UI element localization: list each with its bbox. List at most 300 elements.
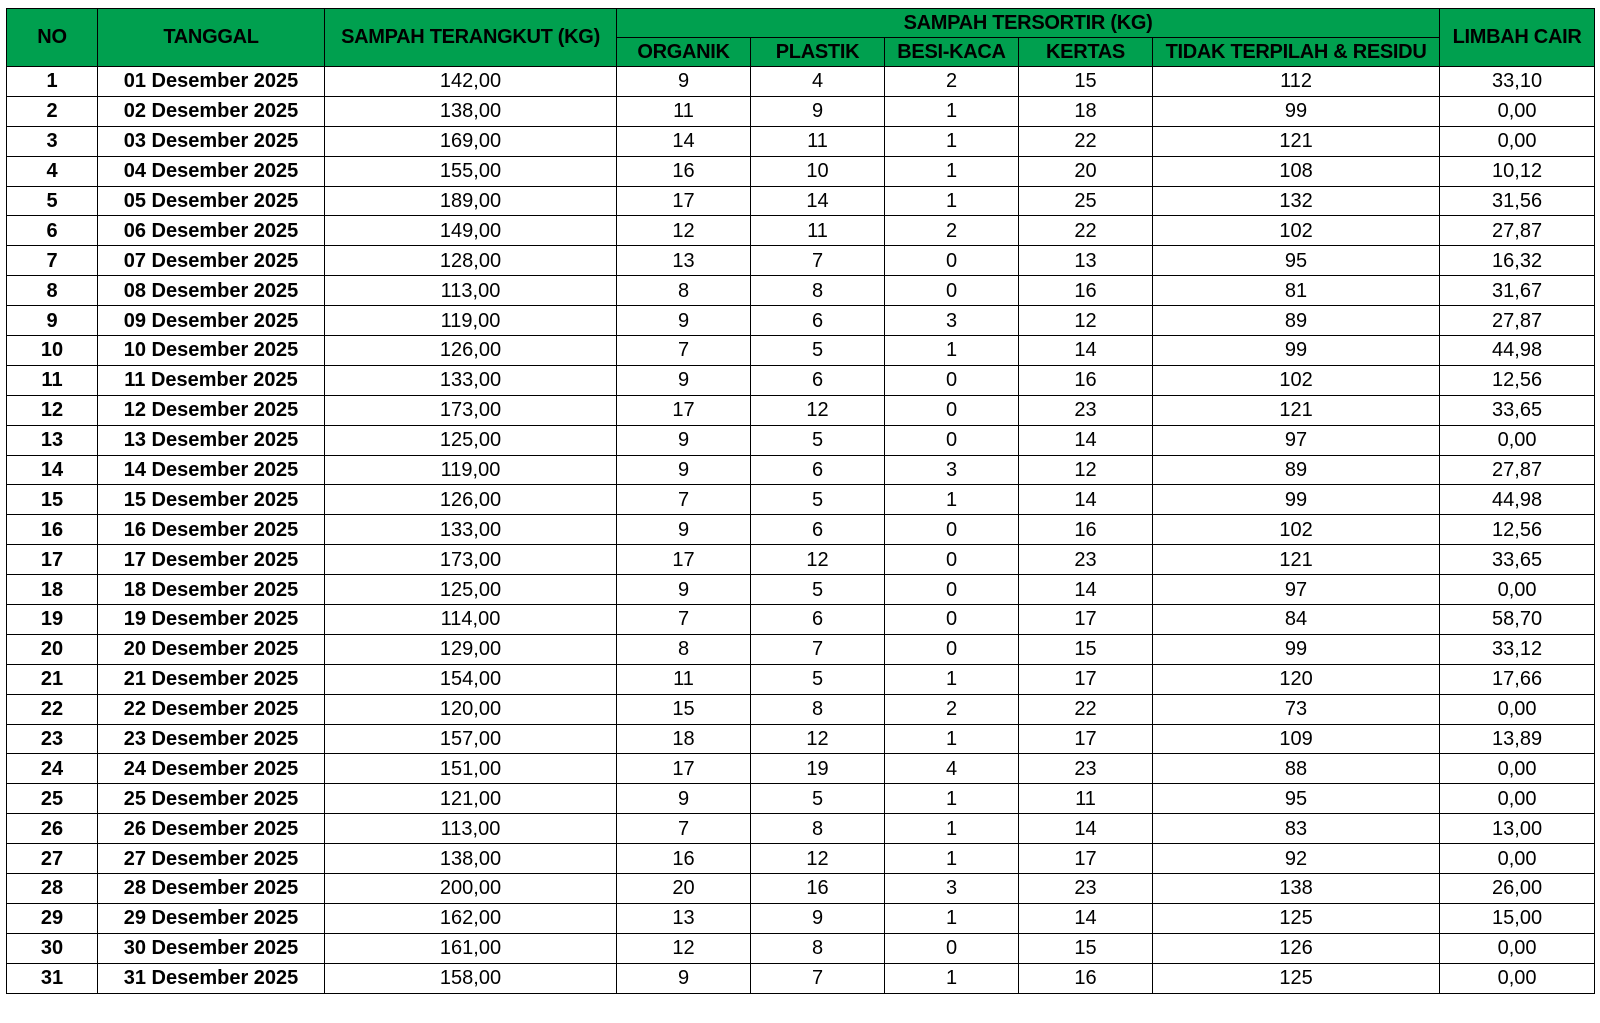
cell-besi-kaca: 1 (885, 96, 1019, 126)
cell-no: 25 (7, 784, 98, 814)
table-row (7, 694, 1595, 724)
cell-no: 18 (7, 575, 98, 605)
cell-no: 27 (7, 844, 98, 874)
cell-organik: 9 (617, 963, 751, 993)
cell-tanggal: 27 Desember 2025 (98, 844, 325, 874)
cell-tanggal: 26 Desember 2025 (98, 814, 325, 844)
cell-kertas: 25 (1019, 186, 1153, 216)
cell-terangkut: 125,00 (325, 575, 617, 605)
cell-kertas: 12 (1019, 455, 1153, 485)
table-row (7, 515, 1595, 545)
cell-tanggal: 06 Desember 2025 (98, 216, 325, 246)
cell-limbah-cair: 12,56 (1440, 365, 1595, 395)
cell-plastik: 5 (751, 336, 885, 366)
cell-besi-kaca: 1 (885, 844, 1019, 874)
cell-besi-kaca: 0 (885, 605, 1019, 635)
cell-kertas: 14 (1019, 575, 1153, 605)
cell-limbah-cair: 58,70 (1440, 605, 1595, 635)
table-row (7, 724, 1595, 754)
cell-kertas: 14 (1019, 336, 1153, 366)
cell-tanggal: 30 Desember 2025 (98, 933, 325, 963)
cell-residu: 120 (1153, 664, 1440, 694)
cell-limbah-cair: 33,65 (1440, 545, 1595, 575)
cell-organik: 9 (617, 575, 751, 605)
cell-plastik: 6 (751, 365, 885, 395)
cell-terangkut: 128,00 (325, 246, 617, 276)
cell-besi-kaca: 0 (885, 246, 1019, 276)
cell-kertas: 23 (1019, 754, 1153, 784)
table-row (7, 306, 1595, 336)
cell-tanggal: 22 Desember 2025 (98, 694, 325, 724)
cell-kertas: 14 (1019, 425, 1153, 455)
cell-no: 4 (7, 156, 98, 186)
table-row (7, 336, 1595, 366)
cell-tanggal: 13 Desember 2025 (98, 425, 325, 455)
cell-no: 30 (7, 933, 98, 963)
cell-tanggal: 03 Desember 2025 (98, 126, 325, 156)
table-row (7, 545, 1595, 575)
cell-besi-kaca: 3 (885, 306, 1019, 336)
cell-terangkut: 133,00 (325, 365, 617, 395)
table-row (7, 903, 1595, 933)
cell-organik: 15 (617, 694, 751, 724)
cell-kertas: 23 (1019, 395, 1153, 425)
cell-no: 29 (7, 903, 98, 933)
cell-no: 7 (7, 246, 98, 276)
cell-kertas: 22 (1019, 694, 1153, 724)
cell-no: 19 (7, 605, 98, 635)
cell-plastik: 7 (751, 634, 885, 664)
cell-besi-kaca: 2 (885, 67, 1019, 97)
table-row (7, 67, 1595, 97)
table-row (7, 664, 1595, 694)
cell-residu: 102 (1153, 515, 1440, 545)
table-row (7, 485, 1595, 515)
cell-besi-kaca: 2 (885, 694, 1019, 724)
cell-tanggal: 04 Desember 2025 (98, 156, 325, 186)
cell-terangkut: 151,00 (325, 754, 617, 784)
cell-kertas: 14 (1019, 903, 1153, 933)
cell-terangkut: 158,00 (325, 963, 617, 993)
table-row (7, 814, 1595, 844)
cell-organik: 7 (617, 485, 751, 515)
cell-residu: 121 (1153, 395, 1440, 425)
cell-limbah-cair: 33,65 (1440, 395, 1595, 425)
cell-besi-kaca: 0 (885, 425, 1019, 455)
cell-no: 28 (7, 874, 98, 904)
cell-limbah-cair: 10,12 (1440, 156, 1595, 186)
cell-plastik: 6 (751, 605, 885, 635)
cell-limbah-cair: 0,00 (1440, 126, 1595, 156)
cell-tanggal: 24 Desember 2025 (98, 754, 325, 784)
cell-residu: 126 (1153, 933, 1440, 963)
cell-besi-kaca: 1 (885, 784, 1019, 814)
cell-tanggal: 10 Desember 2025 (98, 336, 325, 366)
cell-kertas: 22 (1019, 126, 1153, 156)
cell-plastik: 6 (751, 515, 885, 545)
cell-kertas: 16 (1019, 365, 1153, 395)
cell-residu: 97 (1153, 575, 1440, 605)
cell-besi-kaca: 0 (885, 545, 1019, 575)
cell-limbah-cair: 0,00 (1440, 425, 1595, 455)
cell-terangkut: 133,00 (325, 515, 617, 545)
cell-besi-kaca: 1 (885, 156, 1019, 186)
cell-residu: 102 (1153, 365, 1440, 395)
cell-limbah-cair: 27,87 (1440, 216, 1595, 246)
table-row (7, 186, 1595, 216)
cell-tanggal: 21 Desember 2025 (98, 664, 325, 694)
cell-organik: 20 (617, 874, 751, 904)
cell-organik: 9 (617, 425, 751, 455)
cell-kertas: 18 (1019, 96, 1153, 126)
cell-residu: 99 (1153, 634, 1440, 664)
cell-residu: 89 (1153, 455, 1440, 485)
cell-residu: 99 (1153, 336, 1440, 366)
cell-organik: 11 (617, 664, 751, 694)
table-row (7, 784, 1595, 814)
cell-terangkut: 173,00 (325, 395, 617, 425)
cell-plastik: 5 (751, 784, 885, 814)
table-row (7, 246, 1595, 276)
cell-residu: 138 (1153, 874, 1440, 904)
cell-organik: 8 (617, 634, 751, 664)
cell-limbah-cair: 0,00 (1440, 963, 1595, 993)
cell-plastik: 12 (751, 844, 885, 874)
cell-organik: 17 (617, 395, 751, 425)
header-organik: ORGANIK (617, 38, 751, 67)
cell-plastik: 8 (751, 694, 885, 724)
cell-no: 12 (7, 395, 98, 425)
cell-limbah-cair: 0,00 (1440, 933, 1595, 963)
table-header (7, 9, 1595, 67)
cell-besi-kaca: 0 (885, 515, 1019, 545)
cell-limbah-cair: 13,89 (1440, 724, 1595, 754)
cell-tanggal: 05 Desember 2025 (98, 186, 325, 216)
cell-limbah-cair: 13,00 (1440, 814, 1595, 844)
header-plastik: PLASTIK (751, 38, 885, 67)
cell-kertas: 23 (1019, 874, 1153, 904)
cell-no: 10 (7, 336, 98, 366)
cell-organik: 17 (617, 754, 751, 784)
cell-plastik: 8 (751, 814, 885, 844)
cell-no: 14 (7, 455, 98, 485)
table-row (7, 575, 1595, 605)
cell-organik: 7 (617, 605, 751, 635)
cell-kertas: 11 (1019, 784, 1153, 814)
cell-no: 21 (7, 664, 98, 694)
cell-limbah-cair: 44,98 (1440, 485, 1595, 515)
cell-organik: 12 (617, 933, 751, 963)
cell-besi-kaca: 0 (885, 933, 1019, 963)
cell-plastik: 11 (751, 216, 885, 246)
cell-terangkut: 162,00 (325, 903, 617, 933)
cell-plastik: 4 (751, 67, 885, 97)
cell-besi-kaca: 0 (885, 634, 1019, 664)
cell-residu: 99 (1153, 485, 1440, 515)
cell-no: 23 (7, 724, 98, 754)
cell-limbah-cair: 0,00 (1440, 694, 1595, 724)
cell-terangkut: 120,00 (325, 694, 617, 724)
cell-terangkut: 113,00 (325, 814, 617, 844)
cell-plastik: 7 (751, 963, 885, 993)
cell-limbah-cair: 0,00 (1440, 96, 1595, 126)
cell-organik: 13 (617, 246, 751, 276)
cell-limbah-cair: 15,00 (1440, 903, 1595, 933)
cell-besi-kaca: 1 (885, 664, 1019, 694)
cell-residu: 83 (1153, 814, 1440, 844)
cell-organik: 9 (617, 515, 751, 545)
cell-kertas: 17 (1019, 844, 1153, 874)
cell-besi-kaca: 1 (885, 186, 1019, 216)
cell-residu: 102 (1153, 216, 1440, 246)
cell-residu: 109 (1153, 724, 1440, 754)
cell-organik: 9 (617, 365, 751, 395)
cell-plastik: 19 (751, 754, 885, 784)
cell-plastik: 14 (751, 186, 885, 216)
header-tanggal: TANGGAL (98, 9, 325, 67)
cell-plastik: 12 (751, 545, 885, 575)
cell-residu: 112 (1153, 67, 1440, 97)
table-row (7, 216, 1595, 246)
cell-no: 11 (7, 365, 98, 395)
table-row (7, 933, 1595, 963)
cell-plastik: 8 (751, 933, 885, 963)
table-row (7, 96, 1595, 126)
cell-terangkut: 142,00 (325, 67, 617, 97)
cell-plastik: 6 (751, 455, 885, 485)
cell-plastik: 5 (751, 425, 885, 455)
cell-limbah-cair: 44,98 (1440, 336, 1595, 366)
cell-terangkut: 126,00 (325, 336, 617, 366)
header-no: NO (7, 9, 98, 67)
cell-limbah-cair: 33,12 (1440, 634, 1595, 664)
cell-terangkut: 129,00 (325, 634, 617, 664)
cell-no: 3 (7, 126, 98, 156)
cell-kertas: 16 (1019, 963, 1153, 993)
cell-tanggal: 19 Desember 2025 (98, 605, 325, 635)
cell-terangkut: 200,00 (325, 874, 617, 904)
cell-tanggal: 15 Desember 2025 (98, 485, 325, 515)
cell-besi-kaca: 1 (885, 814, 1019, 844)
header-limbah-cair: LIMBAH CAIR (1440, 9, 1595, 67)
cell-tanggal: 23 Desember 2025 (98, 724, 325, 754)
cell-besi-kaca: 3 (885, 874, 1019, 904)
cell-kertas: 23 (1019, 545, 1153, 575)
cell-tanggal: 29 Desember 2025 (98, 903, 325, 933)
cell-besi-kaca: 1 (885, 126, 1019, 156)
cell-kertas: 22 (1019, 216, 1153, 246)
cell-plastik: 5 (751, 664, 885, 694)
cell-limbah-cair: 27,87 (1440, 455, 1595, 485)
cell-organik: 9 (617, 306, 751, 336)
cell-kertas: 13 (1019, 246, 1153, 276)
header-sampah-tersortir: SAMPAH TERSORTIR (KG) (617, 9, 1440, 38)
cell-organik: 14 (617, 126, 751, 156)
cell-besi-kaca: 2 (885, 216, 1019, 246)
cell-terangkut: 173,00 (325, 545, 617, 575)
cell-tanggal: 20 Desember 2025 (98, 634, 325, 664)
cell-organik: 9 (617, 784, 751, 814)
cell-kertas: 15 (1019, 933, 1153, 963)
cell-organik: 7 (617, 814, 751, 844)
cell-limbah-cair: 0,00 (1440, 784, 1595, 814)
cell-organik: 9 (617, 67, 751, 97)
cell-plastik: 9 (751, 903, 885, 933)
table-row (7, 395, 1595, 425)
cell-terangkut: 155,00 (325, 156, 617, 186)
cell-tanggal: 11 Desember 2025 (98, 365, 325, 395)
cell-tanggal: 09 Desember 2025 (98, 306, 325, 336)
cell-no: 26 (7, 814, 98, 844)
cell-tanggal: 12 Desember 2025 (98, 395, 325, 425)
cell-no: 20 (7, 634, 98, 664)
cell-plastik: 7 (751, 246, 885, 276)
cell-terangkut: 189,00 (325, 186, 617, 216)
cell-terangkut: 125,00 (325, 425, 617, 455)
cell-organik: 9 (617, 455, 751, 485)
cell-residu: 108 (1153, 156, 1440, 186)
cell-limbah-cair: 31,67 (1440, 276, 1595, 306)
cell-no: 6 (7, 216, 98, 246)
cell-kertas: 16 (1019, 276, 1153, 306)
table-row (7, 754, 1595, 784)
cell-limbah-cair: 33,10 (1440, 67, 1595, 97)
table-row (7, 425, 1595, 455)
cell-limbah-cair: 16,32 (1440, 246, 1595, 276)
cell-limbah-cair: 12,56 (1440, 515, 1595, 545)
cell-besi-kaca: 0 (885, 365, 1019, 395)
table-row (7, 963, 1595, 993)
cell-plastik: 11 (751, 126, 885, 156)
cell-besi-kaca: 1 (885, 336, 1019, 366)
table-row (7, 276, 1595, 306)
table-row (7, 844, 1595, 874)
cell-plastik: 5 (751, 485, 885, 515)
header-kertas: KERTAS (1019, 38, 1153, 67)
cell-limbah-cair: 27,87 (1440, 306, 1595, 336)
cell-residu: 92 (1153, 844, 1440, 874)
cell-limbah-cair: 17,66 (1440, 664, 1595, 694)
cell-tanggal: 08 Desember 2025 (98, 276, 325, 306)
cell-tanggal: 18 Desember 2025 (98, 575, 325, 605)
cell-tanggal: 17 Desember 2025 (98, 545, 325, 575)
cell-terangkut: 138,00 (325, 96, 617, 126)
cell-besi-kaca: 4 (885, 754, 1019, 784)
cell-besi-kaca: 0 (885, 395, 1019, 425)
cell-organik: 16 (617, 156, 751, 186)
cell-residu: 81 (1153, 276, 1440, 306)
cell-terangkut: 157,00 (325, 724, 617, 754)
cell-terangkut: 154,00 (325, 664, 617, 694)
cell-kertas: 14 (1019, 485, 1153, 515)
cell-residu: 95 (1153, 784, 1440, 814)
cell-tanggal: 28 Desember 2025 (98, 874, 325, 904)
cell-besi-kaca: 1 (885, 963, 1019, 993)
cell-organik: 17 (617, 186, 751, 216)
waste-data-table (6, 8, 1595, 994)
cell-residu: 132 (1153, 186, 1440, 216)
cell-residu: 121 (1153, 545, 1440, 575)
cell-no: 31 (7, 963, 98, 993)
cell-tanggal: 14 Desember 2025 (98, 455, 325, 485)
cell-terangkut: 114,00 (325, 605, 617, 635)
cell-residu: 125 (1153, 963, 1440, 993)
header-residu: TIDAK TERPILAH & RESIDU (1153, 38, 1440, 67)
cell-no: 2 (7, 96, 98, 126)
cell-kertas: 17 (1019, 724, 1153, 754)
cell-residu: 88 (1153, 754, 1440, 784)
cell-no: 24 (7, 754, 98, 784)
cell-organik: 11 (617, 96, 751, 126)
cell-terangkut: 169,00 (325, 126, 617, 156)
cell-terangkut: 138,00 (325, 844, 617, 874)
cell-organik: 12 (617, 216, 751, 246)
table-body (7, 67, 1595, 994)
cell-terangkut: 126,00 (325, 485, 617, 515)
cell-besi-kaca: 1 (885, 485, 1019, 515)
cell-organik: 17 (617, 545, 751, 575)
cell-terangkut: 121,00 (325, 784, 617, 814)
cell-organik: 13 (617, 903, 751, 933)
cell-plastik: 5 (751, 575, 885, 605)
cell-tanggal: 02 Desember 2025 (98, 96, 325, 126)
cell-besi-kaca: 1 (885, 903, 1019, 933)
cell-plastik: 8 (751, 276, 885, 306)
cell-terangkut: 161,00 (325, 933, 617, 963)
table-row (7, 874, 1595, 904)
cell-tanggal: 25 Desember 2025 (98, 784, 325, 814)
cell-limbah-cair: 0,00 (1440, 575, 1595, 605)
table-row (7, 455, 1595, 485)
cell-no: 5 (7, 186, 98, 216)
cell-tanggal: 16 Desember 2025 (98, 515, 325, 545)
cell-no: 16 (7, 515, 98, 545)
cell-limbah-cair: 0,00 (1440, 754, 1595, 784)
cell-no: 15 (7, 485, 98, 515)
cell-no: 1 (7, 67, 98, 97)
cell-kertas: 15 (1019, 67, 1153, 97)
cell-tanggal: 01 Desember 2025 (98, 67, 325, 97)
cell-kertas: 12 (1019, 306, 1153, 336)
cell-residu: 97 (1153, 425, 1440, 455)
cell-limbah-cair: 26,00 (1440, 874, 1595, 904)
cell-organik: 18 (617, 724, 751, 754)
cell-residu: 84 (1153, 605, 1440, 635)
cell-terangkut: 119,00 (325, 306, 617, 336)
cell-residu: 73 (1153, 694, 1440, 724)
cell-plastik: 9 (751, 96, 885, 126)
table-row (7, 126, 1595, 156)
cell-no: 17 (7, 545, 98, 575)
cell-besi-kaca: 0 (885, 575, 1019, 605)
cell-organik: 16 (617, 844, 751, 874)
cell-besi-kaca: 1 (885, 724, 1019, 754)
cell-limbah-cair: 0,00 (1440, 844, 1595, 874)
cell-residu: 95 (1153, 246, 1440, 276)
cell-kertas: 17 (1019, 664, 1153, 694)
table-row (7, 156, 1595, 186)
cell-residu: 89 (1153, 306, 1440, 336)
cell-terangkut: 149,00 (325, 216, 617, 246)
cell-plastik: 6 (751, 306, 885, 336)
header-sampah-terangkut: SAMPAH TERANGKUT (KG) (325, 9, 617, 67)
header-besi-kaca: BESI-KACA (885, 38, 1019, 67)
cell-plastik: 12 (751, 395, 885, 425)
cell-limbah-cair: 31,56 (1440, 186, 1595, 216)
cell-tanggal: 07 Desember 2025 (98, 246, 325, 276)
cell-kertas: 15 (1019, 634, 1153, 664)
cell-organik: 8 (617, 276, 751, 306)
